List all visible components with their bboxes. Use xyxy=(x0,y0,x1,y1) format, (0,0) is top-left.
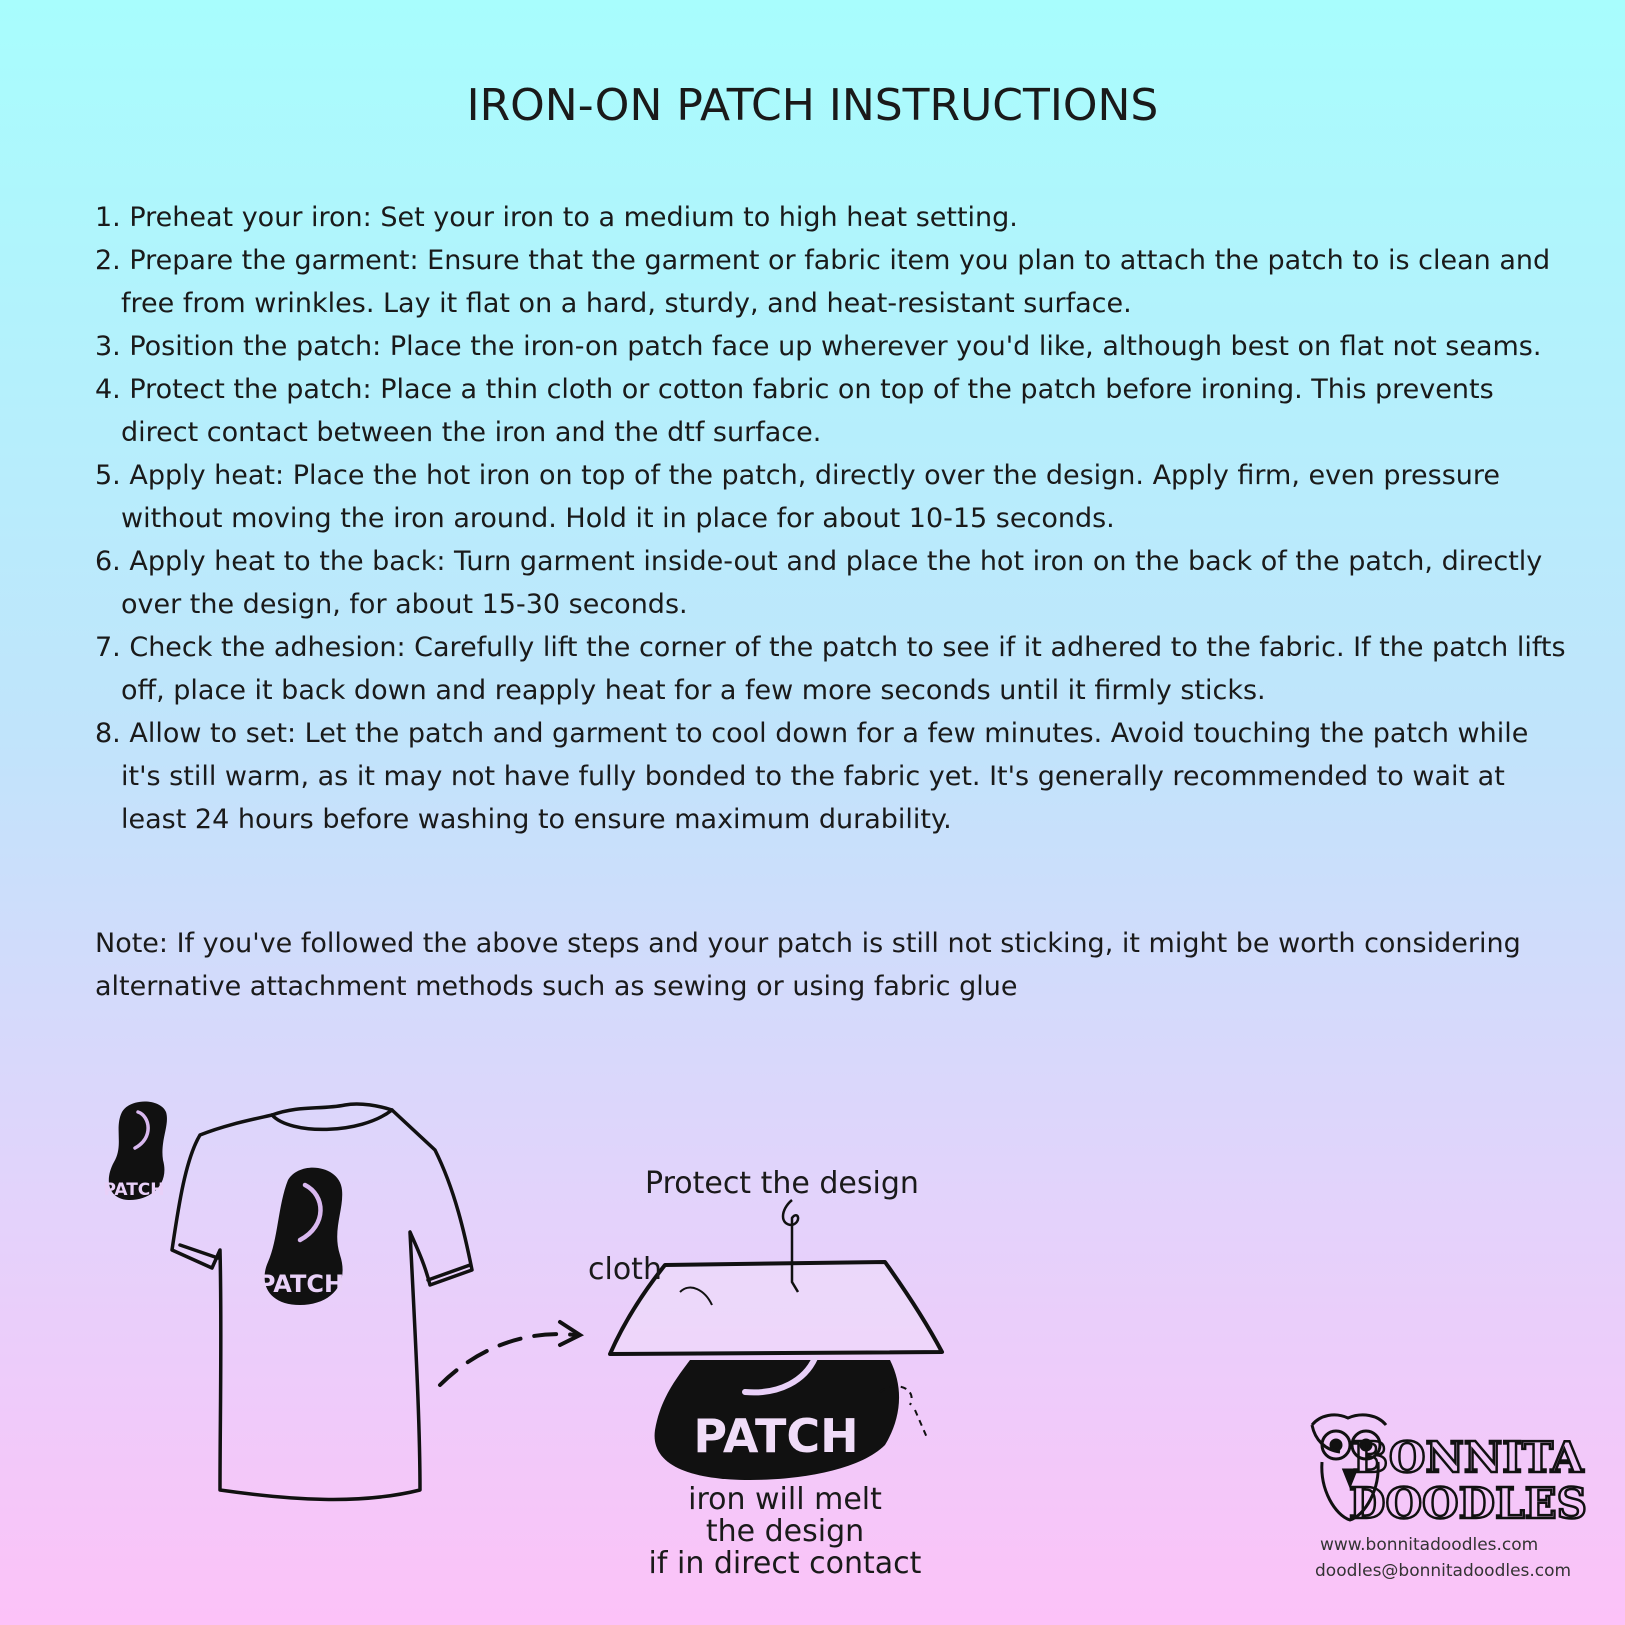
step-item: 7. Check the adhesion: Carefully lift the corner of the patch to see if it adhered to the fabric. If the patch lifts off, place it back down and reapply heat for a few more seconds until it firmly sticks. xyxy=(95,632,1566,706)
melt-warning xyxy=(635,1484,935,1580)
step-item: 2. Prepare the garment: Ensure that the garment or fabric item you plan to attach the patch to is clean and free from wrinkles. Lay it flat on a hard, sturdy, and heat-resistant surface. xyxy=(95,245,1551,319)
email-link[interactable]: doodles@bonnitadoodles.com xyxy=(1315,1561,1572,1581)
big-patch-text: PATCH xyxy=(693,1409,859,1463)
step-item: 8. Allow to set: Let the patch and garment to cool down for a few minutes. Avoid touching the patch while it's still warm, as it may not have fully bonded to the fabric yet. It's generally recommended to wait at least 24 hours before washing to ensure maximum durability. xyxy=(95,718,1529,835)
arrow-icon xyxy=(440,1322,580,1385)
small-patch-icon xyxy=(103,1102,166,1201)
step-item: 1. Preheat your iron: Set your iron to a medium to high heat setting. xyxy=(95,202,1018,233)
shirt-patch-icon xyxy=(258,1168,344,1305)
step-item: 5. Apply heat: Place the hot iron on top of the patch, directly over the design. Apply firm, even pressure without moving the iron around. Hold it in place for about 10-15 seconds. xyxy=(95,460,1501,534)
step-item: 6. Apply heat to the back: Turn garment inside-out and place the hot iron on the back of the patch, directly over the design, for about 15-30 seconds. xyxy=(95,546,1543,620)
big-patch-icon xyxy=(655,1358,928,1480)
melt-line: the design xyxy=(705,1514,865,1549)
shirt-patch-text: PATCH xyxy=(257,1270,345,1298)
step-item: 4. Protect the patch: Place a thin cloth or cotton fabric on top of the patch before ironing. This prevents direct contact between the iron and the dtf surface. xyxy=(95,374,1494,448)
protect-label: Protect the design xyxy=(645,1166,919,1201)
step-item: 3. Position the patch: Place the iron-on patch face up wherever you'd like, although best on flat not seams. xyxy=(95,331,1542,362)
website-link[interactable]: www.bonnitadoodles.com xyxy=(1320,1535,1539,1555)
logo-line2-text: DOODLES xyxy=(1349,1479,1587,1528)
page-title: IRON-ON PATCH INSTRUCTIONS xyxy=(466,80,1159,131)
small-patch-text: PATCH xyxy=(103,1180,165,1200)
instruction-list xyxy=(95,196,1575,841)
note-text: Note: If you've followed the above steps and your patch is still not sticking, it might be worth considering alternative attachment methods such as sewing or using fabric glue xyxy=(95,928,1521,1002)
cloth-label: cloth xyxy=(588,1252,662,1287)
logo-line1-text: BONNITA xyxy=(1352,1433,1584,1482)
tshirt-icon xyxy=(172,1104,472,1500)
melt-line: if in direct contact xyxy=(648,1546,922,1581)
melt-line: iron will melt xyxy=(688,1482,882,1517)
